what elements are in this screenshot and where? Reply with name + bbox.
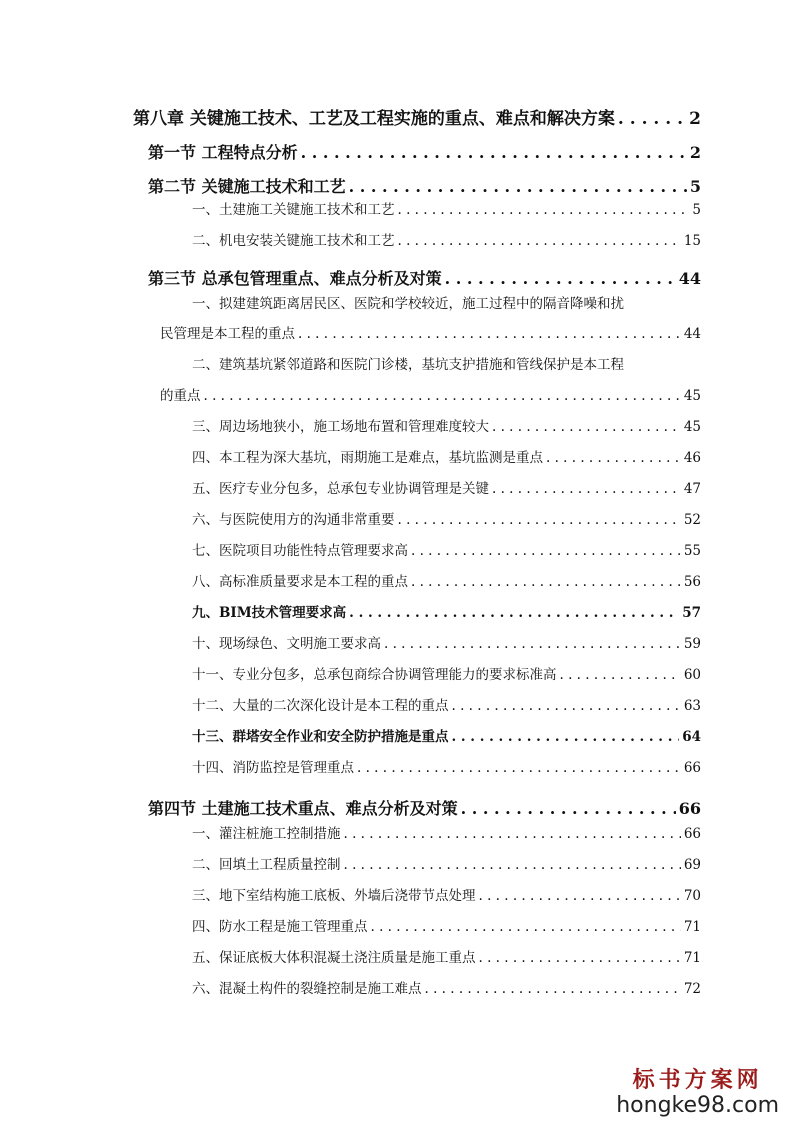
toc-title: 五、保证底板大体积混凝土浇注质量是施工重点 <box>192 950 476 966</box>
toc-title: 七、医院项目功能性特点管理要求高 <box>192 543 408 559</box>
site-watermark <box>616 1068 779 1118</box>
toc-title: 十二、大量的二次深化设计是本工程的重点 <box>192 698 449 714</box>
toc-page: 64 <box>682 729 701 745</box>
toc-item[interactable] <box>192 663 701 683</box>
toc-leader <box>546 450 681 466</box>
toc-page: 63 <box>683 698 701 714</box>
toc-page: 46 <box>683 450 701 466</box>
toc-item[interactable] <box>192 822 701 842</box>
toc-leader <box>398 233 681 249</box>
toc-title: 一、灌注桩施工控制措施 <box>192 826 341 842</box>
toc-item[interactable] <box>192 539 701 559</box>
toc-title: 三、周边场地狭小，施工场地布置和管理难度较大 <box>192 419 489 435</box>
toc-item[interactable] <box>192 446 701 466</box>
toc-leader <box>452 729 680 745</box>
toc-title: 六、混凝土构件的裂缝控制是施工难点 <box>192 981 422 997</box>
toc-item[interactable] <box>192 601 701 621</box>
toc-item[interactable] <box>192 198 701 218</box>
toc-leader <box>371 919 681 935</box>
toc-leader <box>398 512 681 528</box>
toc-leader <box>298 326 681 342</box>
toc-page: 55 <box>683 543 701 559</box>
toc-page: 5 <box>689 177 701 196</box>
watermark-url: hongke98.com <box>616 1093 779 1118</box>
toc-leader <box>398 202 690 218</box>
toc-page: 71 <box>683 919 701 935</box>
toc-section-4[interactable] <box>148 796 701 819</box>
toc-page: 2 <box>689 109 701 129</box>
toc-section-3[interactable] <box>148 266 701 289</box>
toc-page: 70 <box>683 888 701 904</box>
toc-title: 八、高标准质量要求是本工程的重点 <box>192 574 408 590</box>
toc-title: 六、与医院使用方的沟通非常重要 <box>192 512 395 528</box>
toc-item-line1[interactable]: 一、拟建建筑距离居民区、医院和学校较近，施工过程中的隔音降噪和扰 <box>192 296 624 312</box>
toc-item[interactable] <box>192 508 701 528</box>
toc-leader <box>479 950 681 966</box>
toc-leader <box>344 857 681 873</box>
toc-page: 44 <box>683 326 701 342</box>
toc-leader <box>349 177 687 196</box>
toc-page: 71 <box>683 950 701 966</box>
toc-chapter-8[interactable] <box>133 104 701 129</box>
toc-page: 44 <box>678 269 701 288</box>
toc-leader <box>425 981 681 997</box>
toc-title: 四、本工程为深大基坑，雨期施工是难点，基坑监测是重点 <box>192 450 543 466</box>
toc-item[interactable] <box>192 946 701 966</box>
toc-page: 66 <box>683 826 701 842</box>
toc-item[interactable] <box>192 915 701 935</box>
toc-title: 一、土建施工关键施工技术和工艺 <box>192 202 395 218</box>
toc-leader <box>204 388 681 404</box>
toc-leader <box>560 667 681 683</box>
toc-item[interactable] <box>192 853 701 873</box>
toc-title: 民管理是本工程的重点 <box>160 326 295 342</box>
toc-item[interactable] <box>192 415 701 435</box>
toc-title: 二、回填土工程质量控制 <box>192 857 341 873</box>
toc-item[interactable] <box>192 725 701 745</box>
toc-title: 第三节 总承包管理重点、难点分析及对策 <box>148 269 442 288</box>
toc-title: 第四节 土建施工技术重点、难点分析及对策 <box>148 799 458 818</box>
toc-leader <box>349 605 679 621</box>
toc-item[interactable] <box>192 884 701 904</box>
toc-page: 5 <box>692 202 701 218</box>
toc-page: 45 <box>683 419 701 435</box>
toc-item[interactable] <box>192 632 701 652</box>
toc-leader <box>618 109 686 129</box>
toc-title: 十三、群塔安全作业和安全防护措施是重点 <box>192 729 449 745</box>
toc-title: 第一节 工程特点分析 <box>148 143 298 162</box>
toc-title: 十一、专业分包多，总承包商综合协调管理能力的要求标准高 <box>192 667 557 683</box>
toc-leader <box>479 888 681 904</box>
toc-page: 56 <box>683 574 701 590</box>
toc-title: 四、防水工程是施工管理重点 <box>192 919 368 935</box>
toc-item[interactable] <box>160 322 701 342</box>
toc-item[interactable] <box>192 229 701 249</box>
toc-item[interactable] <box>192 977 701 997</box>
toc-page: 57 <box>682 605 701 621</box>
toc-leader <box>411 543 681 559</box>
toc-section-2[interactable] <box>148 174 701 197</box>
toc-title: 五、医疗专业分包多，总承包专业协调管理是关键 <box>192 481 489 497</box>
toc-title: 十四、消防监控是管理重点 <box>192 760 354 776</box>
toc-title: 第二节 关键施工技术和工艺 <box>148 177 346 196</box>
toc-item[interactable] <box>192 570 701 590</box>
toc-leader <box>492 481 681 497</box>
toc-item[interactable] <box>192 477 701 497</box>
toc-leader <box>452 698 681 714</box>
toc-leader <box>445 269 676 288</box>
toc-leader <box>301 143 687 162</box>
toc-page: 72 <box>683 981 701 997</box>
toc-leader <box>411 574 681 590</box>
toc-leader <box>384 636 681 652</box>
toc-item[interactable] <box>192 756 701 776</box>
watermark-cn: 标书方案网 <box>632 1068 763 1093</box>
toc-page: 66 <box>683 760 701 776</box>
toc-page: 66 <box>678 799 701 818</box>
toc-title: 三、地下室结构施工底板、外墙后浇带节点处理 <box>192 888 476 904</box>
toc-item[interactable] <box>192 694 701 714</box>
toc-item-line1[interactable]: 二、建筑基坑紧邻道路和医院门诊楼，基坑支护措施和管线保护是本工程 <box>192 357 624 373</box>
toc-leader <box>492 419 681 435</box>
toc-page: 47 <box>683 481 701 497</box>
toc-section-1[interactable] <box>148 140 701 163</box>
toc-page: 52 <box>683 512 701 528</box>
toc-leader <box>461 799 676 818</box>
toc-page: 59 <box>683 636 701 652</box>
toc-title: 二、机电安装关键施工技术和工艺 <box>192 233 395 249</box>
toc-leader <box>344 826 681 842</box>
toc-page: 60 <box>683 667 701 683</box>
toc-page: 45 <box>683 388 701 404</box>
toc-title: 九、BIM技术管理要求高 <box>192 605 347 621</box>
toc-title: 的重点 <box>160 388 201 404</box>
toc-title: 十、现场绿色、文明施工要求高 <box>192 636 381 652</box>
toc-page: 15 <box>683 233 701 249</box>
toc-title: 第八章 关键施工技术、工艺及工程实施的重点、难点和解决方案 <box>133 109 615 129</box>
toc-item[interactable] <box>160 384 701 404</box>
toc-page: 69 <box>683 857 701 873</box>
toc-page: 2 <box>689 143 701 162</box>
toc-leader <box>357 760 681 776</box>
